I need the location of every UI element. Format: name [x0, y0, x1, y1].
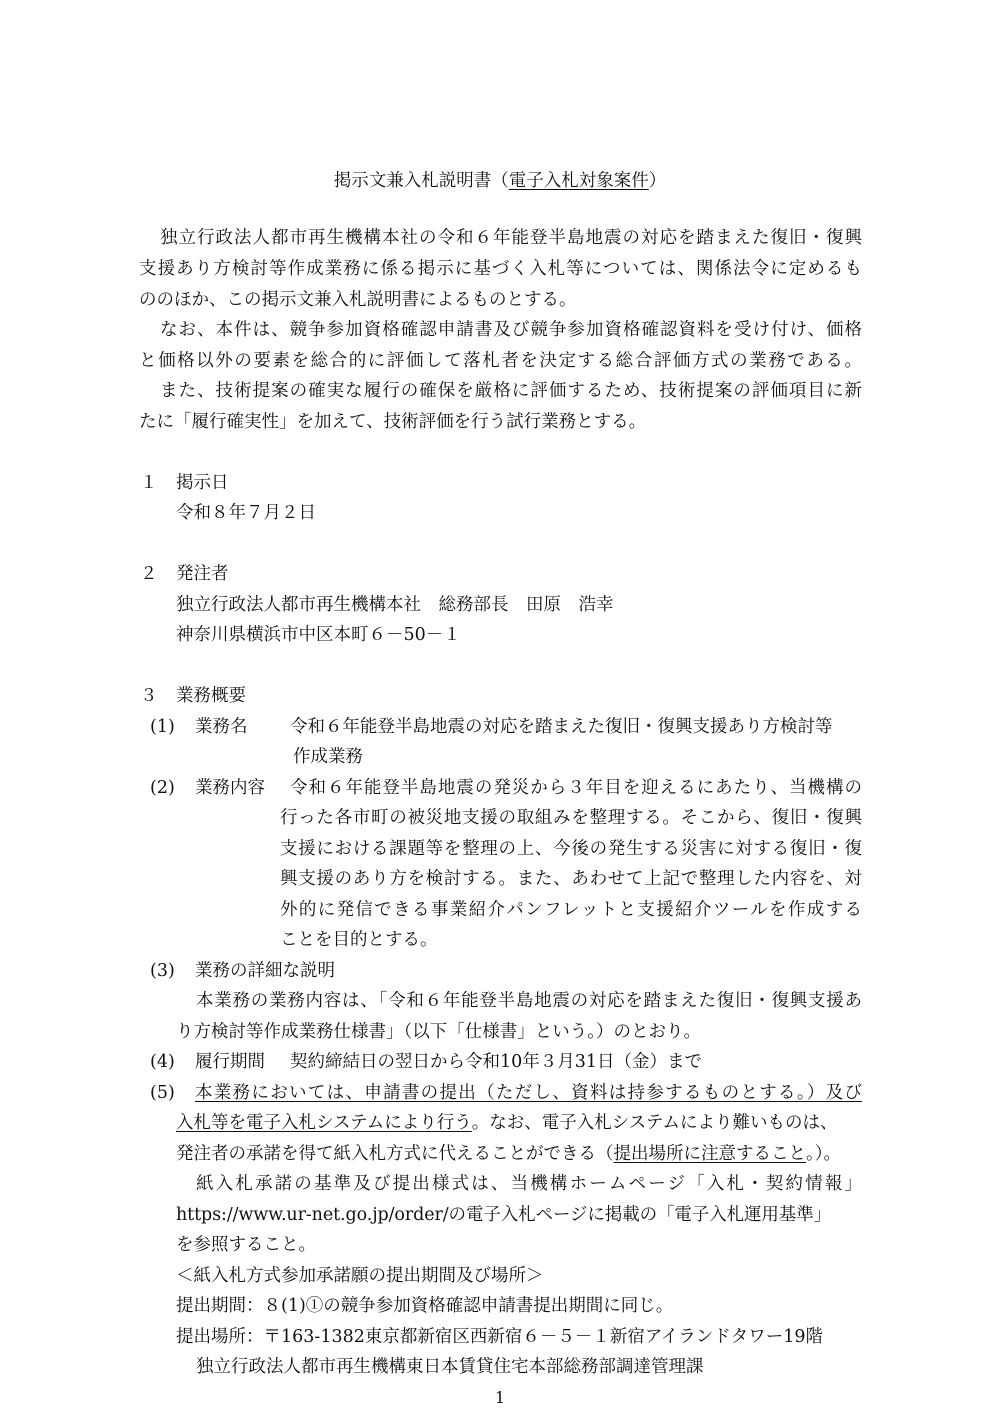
performance-period: 契約締結日の翌日から令和10年３月31日（金）まで: [290, 1052, 703, 1072]
reference-url-line: https://www.ur-net.go.jp/order/の電子入札ページに掲載の「電子入札運用基準」: [176, 1205, 831, 1225]
task-name: 作成業務: [293, 747, 363, 767]
item-label: 業務内容: [195, 778, 265, 798]
electronic-bid-note: 入札等を電子入札システムにより行う。なお、電子入札システムにより難いものは、: [176, 1113, 838, 1133]
item-number: (3): [150, 961, 175, 981]
section-3-heading: 業務概要: [176, 686, 246, 706]
item-label: 業務名: [195, 717, 248, 737]
section-1-number: １: [140, 473, 158, 493]
page-number: 1: [494, 1388, 506, 1407]
paper-bid-note: 発注者の承諾を得て紙入札方式に代えることができる（提出場所に注意すること。）。: [176, 1144, 841, 1164]
item-label: 業務の詳細な説明: [195, 961, 335, 981]
task-content-line: ことを目的とする。: [280, 930, 438, 950]
orderer-organization: 独立行政法人都市再生機構本社 総務部長 田原 浩幸: [176, 595, 614, 615]
section-1-heading: 掲示日: [176, 473, 229, 493]
submission-heading: ＜紙入札方式参加承諾願の提出期間及び場所＞: [176, 1266, 544, 1286]
detail-line: り方検討等作成業務仕様書」（以下「仕様書」という。）のとおり。: [176, 1022, 701, 1042]
section-2-number: ２: [140, 564, 158, 584]
detail-line: 本業務の業務内容は、「令和６年能登半島地震の対応を踏まえた復旧・復興支援あ: [196, 991, 862, 1011]
posting-date: 令和８年７月２日: [176, 503, 316, 523]
intro-line: ののほか、この掲示文兼入札説明書によるものとする。: [139, 290, 577, 310]
reference-note: を参照すること。: [176, 1235, 316, 1255]
submission-office: 独立行政法人都市再生機構東日本賃貸住宅本部総務部調達管理課: [196, 1357, 704, 1377]
item-label: 履行期間: [195, 1052, 265, 1072]
section-3-number: ３: [140, 686, 158, 706]
intro-line: 支援あり方検討等作成業務に係る掲示に基づく入札等については、関係法令に定めるも: [139, 259, 862, 279]
item-number: (4): [150, 1052, 175, 1072]
submission-place: 提出場所：〒163-1382東京都新宿区西新宿６－５－１新宿アイランドタワー19階: [176, 1327, 824, 1347]
intro-line: また、技術提案の確実な履行の確保を厳格に評価するため、技術提案の評価項目に新: [160, 381, 862, 401]
item-number: (5): [150, 1083, 175, 1103]
task-content-line: 興支援のあり方を検討する。また、あわせて上記で整理した内容を、対: [280, 869, 862, 889]
intro-line: 独立行政法人都市再生機構本社の令和６年能登半島地震の対応を踏まえた復旧・復興: [160, 228, 862, 248]
task-content-line: 行った各市町の被災地支援の取組みを整理する。そこから、復旧・復興: [280, 808, 862, 828]
orderer-address: 神奈川県横浜市中区本町６－50－１: [176, 625, 461, 645]
task-content-line: 令和６年能登半島地震の発災から３年目を迎えるにあたり、当機構の: [290, 778, 862, 798]
electronic-bid-note: 本業務においては、申請書の提出（ただし、資料は持参するものとする。）及び: [195, 1083, 862, 1103]
section-2-heading: 発注者: [176, 564, 229, 584]
item-number: (1): [150, 717, 175, 737]
paper-bid-criteria: 紙入札承諾の基準及び提出様式は、当機構ホームページ「入札・契約情報」: [196, 1174, 862, 1194]
intro-line: なお、本件は、競争参加資格確認申請書及び競争参加資格確認資料を受け付け、価格: [160, 320, 862, 340]
document-title: 掲示文兼入札説明書（電子入札対象案件）: [333, 171, 667, 191]
task-content-line: 外的に発信できる事業紹介パンフレットと支援紹介ツールを作成する: [280, 900, 862, 920]
item-number: (2): [150, 778, 175, 798]
task-content-line: 支援における課題等を整理の上、今後の発生する災害に対する復旧・復: [280, 839, 862, 859]
submission-period: 提出期間：８(1)①の競争参加資格確認申請書提出期間に同じ。: [176, 1296, 674, 1316]
task-name: 令和６年能登半島地震の対応を踏まえた復旧・復興支援あり方検討等: [290, 717, 833, 737]
intro-line: と価格以外の要素を総合的に評価して落札者を決定する総合評価方式の業務である。: [139, 351, 862, 371]
intro-line: たに「履行確実性」を加えて、技術評価を行う試行業務とする。: [139, 412, 647, 432]
